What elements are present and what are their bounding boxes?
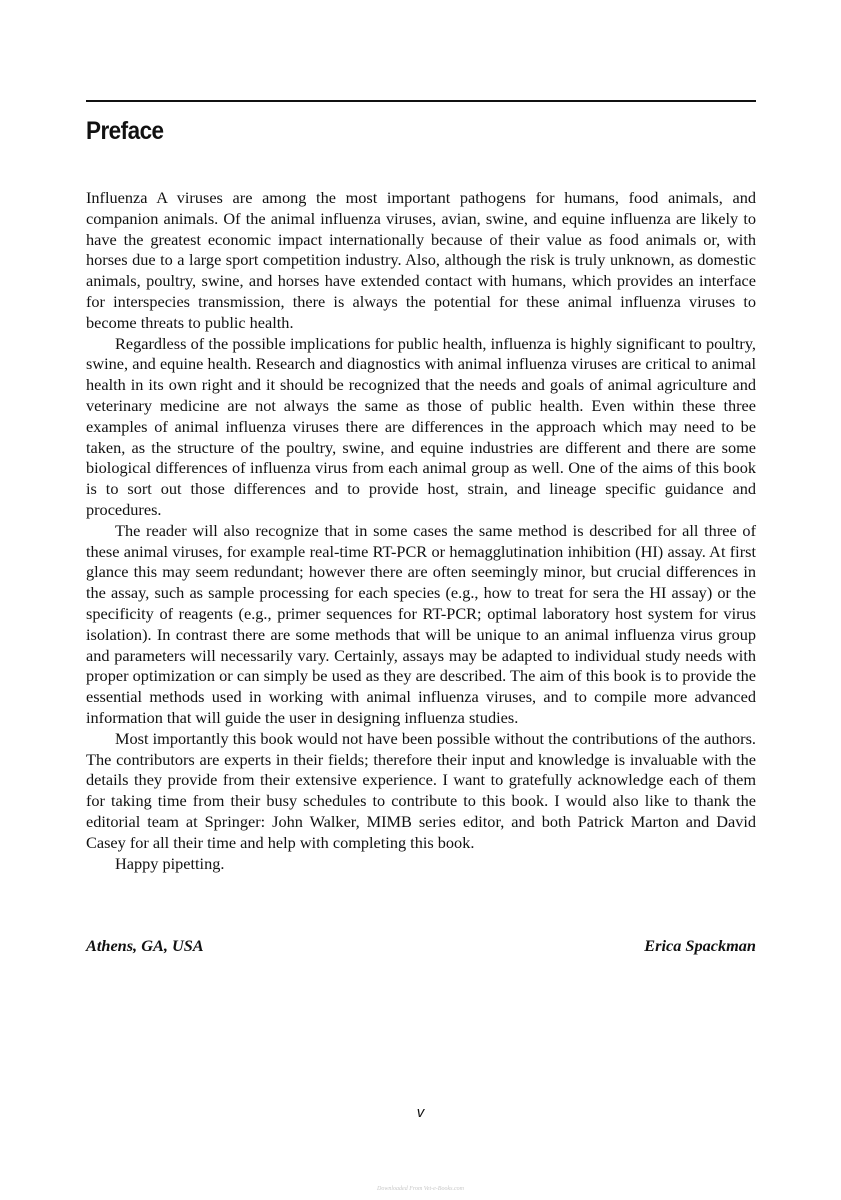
preface-body [86, 188, 756, 874]
signature-place: Athens, GA, USA [86, 936, 204, 955]
paragraph-1: Influenza A viruses are among the most important pathogens for humans, food animals, and companion animals. Of the animal influenza viruses, avian, swine, and equine influenza are likely to have the greatest economic impact internationally because of their value as food animals or, with horses due to a large sport competition industry. Also, although the risk is truly unknown, as domestic animals, poultry, swine, and horses have extended contact with humans, which provides an interface for interspecies transmission, there is always the potential for these animal influenza viruses to become threats to public health. [86, 188, 756, 332]
header-rule [86, 100, 756, 102]
page-title: Preface [86, 117, 164, 145]
paragraph-2: Regardless of the possible implications for public health, influenza is highly significant to poultry, swine, and equine health. Research and diagnostics with animal influenza viruses are critical to animal health in its own right and it should be recognized that the needs and goals of animal agriculture and veterinary medicine are not always the same as those of public health. Even within these three examples of animal influenza viruses there are differences in the approach which may need to be taken, as the structure of the poultry, swine, and equine industries are different and there are some biological differences of influenza virus from each animal group as well. One of the aims of this book is to sort out those differences and to provide host, strain, and lineage specific guidance and procedures. [86, 333, 756, 519]
paragraph-5: Happy pipetting. [115, 853, 225, 873]
page-number: v [416, 1104, 425, 1121]
signature-block [86, 936, 756, 956]
signature-author: Erica Spackman [644, 936, 756, 955]
paragraph-4: Most importantly this book would not have been possible without the contributions of the authors. The contributors are experts in their fields; therefore their input and knowledge is invaluable with the details they provide from their extensive experience. I want to gratefully acknowledge each of them for taking time from their busy schedules to contribute to this book. I would also like to thank the editorial team at Springer: John Walker, MIMB series editor, and both Patrick Marton and David Casey for all their time and help with completing this book. [86, 728, 756, 852]
paragraph-3: The reader will also recognize that in some cases the same method is described for all three of these animal viruses, for example real-time RT-PCR or hemagglutination inhibition (HI) assay. At first glance this may seem redundant; however there are often seemingly minor, but crucial differences in the assay, such as sample processing for each species (e.g., how to treat for sera the HI assay) or the specificity of reagents (e.g., primer sequences for RT-PCR; optimal laboratory host system for virus isolation). In contrast there are some methods that will be unique to an animal influenza virus group and parameters will necessarily vary. Certainly, assays may be adapted to individual study needs with proper optimization or can simply be used as they are described. The aim of this book is to provide the essential methods used in working with animal influenza viruses, and to compile more advanced information that will guide the user in designing influenza studies. [86, 520, 756, 727]
download-watermark: Downloaded From Vet-e-Books.com [377, 1186, 464, 1192]
